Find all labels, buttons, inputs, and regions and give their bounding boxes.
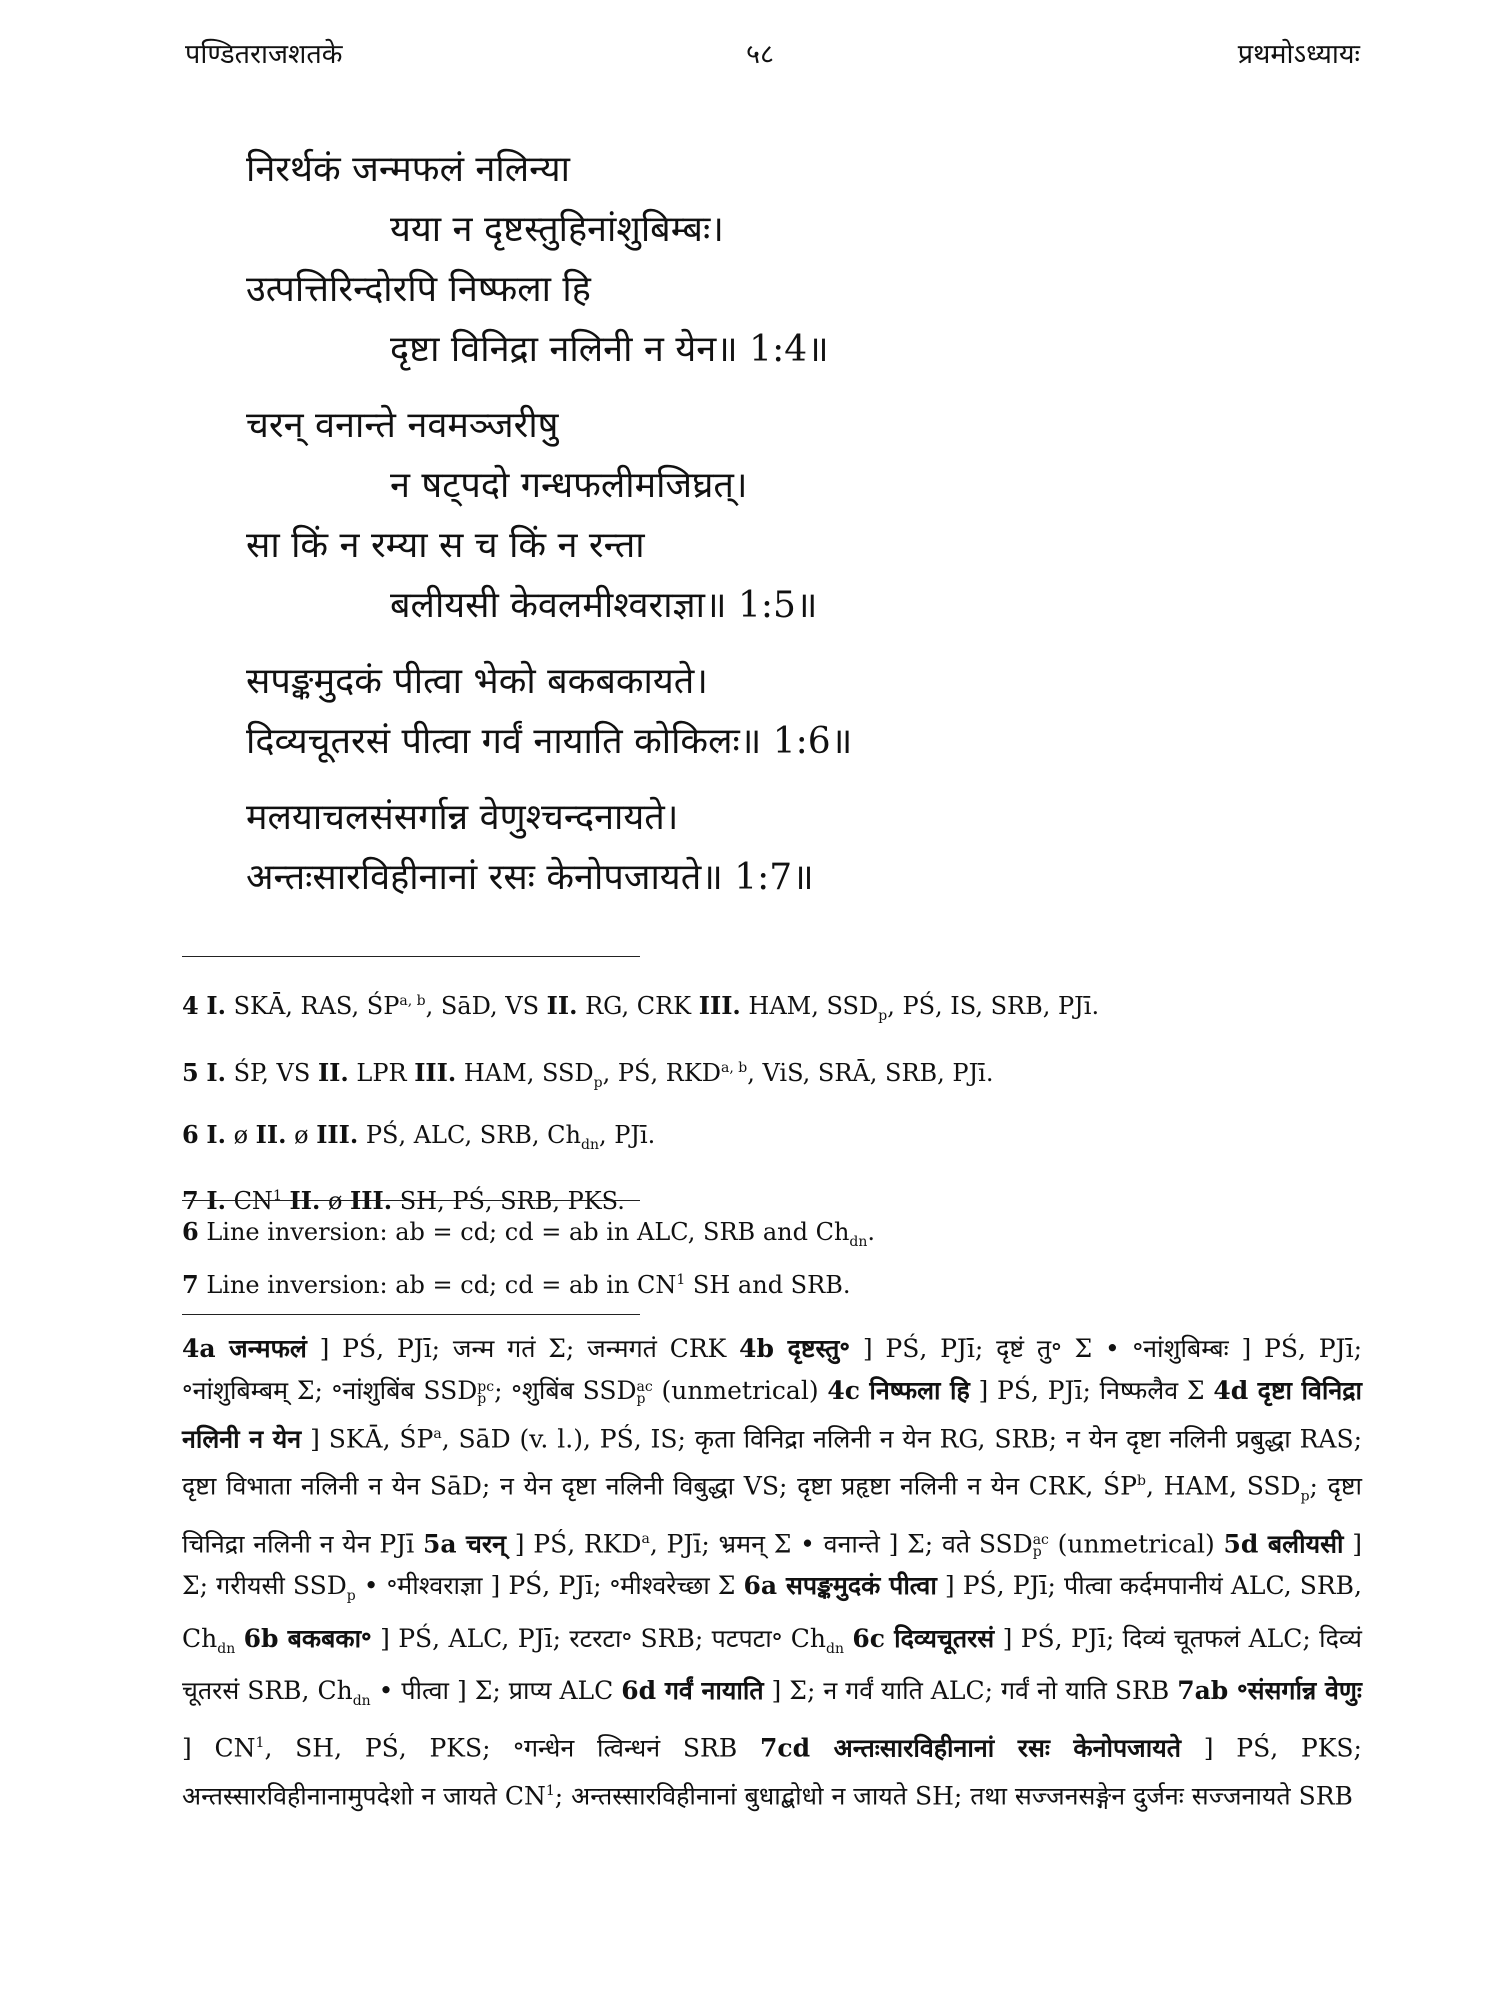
verse-number: 4 xyxy=(182,991,199,1020)
verse-stanza xyxy=(246,140,1296,380)
verse-text xyxy=(246,140,1296,924)
verse-number: 6 xyxy=(182,1119,199,1149)
lemma: 7cd अन्तःसारविहीनानां रसः केनोपजायते xyxy=(760,1733,1181,1763)
testimonia-line: 5 I. ŚP, VS II. LPR III. HAM, $SSD_p$, PŚ, RKD$^{a, b}$, ViS, SRĀ, SRB, PJī. xyxy=(182,1057,994,1091)
siglum-modifier xyxy=(477,1378,495,1407)
bold-marker: I. xyxy=(206,991,226,1020)
verse-stanza xyxy=(246,396,1296,636)
running-head-right: प्रथमोऽध्यायः xyxy=(1237,39,1360,70)
running-head-left: पण्डितराजशतके xyxy=(185,39,343,70)
superscript: ac xyxy=(636,1378,653,1395)
siglum-modifier xyxy=(636,1378,653,1407)
bold-marker: III. xyxy=(414,1057,457,1087)
verse-line: चरन् वनान्ते नवमञ्जरीषु xyxy=(246,405,559,446)
note-line: 6 Line inversion: ab = cd; cd = ab in ALC, SRB and $Ch_{dn}$. xyxy=(182,1217,876,1250)
subscript: dn xyxy=(849,1233,868,1250)
verse-line: निरर्थकं जन्मफलं नलिन्या xyxy=(246,149,570,190)
verse-line: न षट्पदो गन्धफलीमजिघ्रत्। xyxy=(390,465,748,506)
verse-number: 7 xyxy=(182,1269,199,1299)
bold-marker: II. xyxy=(317,1057,349,1087)
subscript: dn xyxy=(352,1693,371,1710)
verse-number: 6 xyxy=(182,1217,199,1246)
superscript: a, b xyxy=(399,993,426,1009)
subscript: p xyxy=(1300,1488,1310,1505)
lemma: 6d गर्वं नायाति xyxy=(621,1676,764,1706)
verse-line: यया न दृष्टस्तुहिनांशुबिम्बः। xyxy=(390,209,724,250)
lemma: 4c निष्फला हि xyxy=(827,1376,970,1406)
lemma: 4d दृष्टा विनिद्रा नलिनी न येन xyxy=(182,1376,1362,1453)
verse-line: सा किं न रम्या स च किं न रन्ता xyxy=(246,525,645,566)
notes-list xyxy=(182,1213,1332,1304)
testimonia-line: 4 I. SKĀ, RAS, ŚP$^{a, b}$, SāD, VS II. RG, CRK III. HAM, $SSD_p$, PŚ, IS, SRB, PJī. xyxy=(182,991,1100,1024)
verse-number: 5 xyxy=(182,1057,199,1087)
verse-line: दिव्यचूतरसं पीत्वा गर्वं नायाति कोकिलः॥ 1:6॥ xyxy=(246,721,853,762)
superscript: ac xyxy=(1032,1531,1049,1548)
verse-line: मलयाचलसंसर्गान्न वेणुश्चन्दनायते। xyxy=(246,797,679,838)
verse-stanza xyxy=(246,788,1296,908)
superscript: 1 xyxy=(272,1188,282,1205)
page-number: ५८ xyxy=(746,39,775,70)
lemma: 6b बकबका॰ xyxy=(243,1623,372,1653)
bold-marker: II. xyxy=(255,1119,287,1149)
subscript: p xyxy=(1032,1543,1042,1560)
lemma: 6a सपङ्कमुदकं पीत्वा xyxy=(743,1571,937,1601)
verse-line: सपङ्कमुदकं पीत्वा भेको बकबकायते। xyxy=(246,661,708,702)
testimonia-line: 7 I. $CN^1$ II. ø III. SH, PŚ, SRB, PKS. xyxy=(182,1186,625,1216)
subscript: dn xyxy=(580,1136,599,1153)
superscript: pc xyxy=(477,1378,495,1395)
superscript: 1 xyxy=(545,1782,555,1799)
subscript: p xyxy=(346,1588,356,1605)
verse-line: दृष्टा विनिद्रा नलिनी न येन॥ 1:4॥ xyxy=(390,329,829,370)
lemma: 4b दृष्टस्तु॰ xyxy=(739,1334,851,1363)
subscript: p xyxy=(636,1390,646,1407)
lemma: 4a जन्मफलं xyxy=(182,1334,307,1363)
lemma: 7ab ॰संसर्गान्न वेणुः xyxy=(1177,1676,1362,1706)
superscript: a xyxy=(641,1530,650,1547)
testimonia-list xyxy=(182,975,1332,1227)
siglum-modifier xyxy=(1032,1531,1049,1560)
verse-line: अन्तःसारविहीनानां रसः केनोपजायते॥ 1:7॥ xyxy=(246,857,814,898)
lemma: 5a चरन् xyxy=(422,1529,507,1559)
superscript: a, b xyxy=(721,1059,748,1076)
verse-stanza xyxy=(246,652,1296,772)
testimonia-line: 6 I. ø II. ø III. PŚ, ALC, SRB, $Ch_{dn}$, PJī. xyxy=(182,1119,656,1153)
bold-marker: II. xyxy=(289,1186,321,1216)
separator-rule xyxy=(182,956,640,957)
subscript: dn xyxy=(217,1640,236,1657)
bold-marker: I. xyxy=(206,1186,226,1216)
verse-line: उत्पत्तिरिन्दोरपि निष्फला हि xyxy=(246,269,591,310)
bold-marker: III. xyxy=(698,991,741,1020)
lemma: 5d बलीयसी xyxy=(1223,1529,1344,1559)
subscript: p xyxy=(878,1007,888,1024)
verse-line: बलीयसी केवलमीश्वराज्ञा॥ 1:5॥ xyxy=(390,585,818,626)
bold-marker: I. xyxy=(206,1057,226,1087)
bold-marker: I. xyxy=(206,1119,226,1149)
critical-apparatus: 4a जन्मफलं ] PŚ, PJī; जन्म गतं Σ; जन्मगतं CRK 4b दृष्टस्तु॰ ] PŚ, PJī; दृष्टं तु॰ Σ • ॰नांशुबिम्बः ] PŚ, PJī; ॰नांशुबिम्बम् Σ; ॰नांशुबिंब SSD pc p ; ॰शुबिंब SSD ac p (unmetrical) 4c निष्फला हि ] PŚ, PJī; निष्फलैव Σ 4d दृष्टा विनिद्रा नलिनी न येन ] SKĀ, $ŚP^a$, SāD (v. l.), PŚ, IS; कृता विनिद्रा नलिनी न येन RG, SRB; न येन दृष्टा नलिनी प्रबुद्धा RAS; दृष्टा विभाता नलिनी न येन SāD; न येन दृष्टा नलिनी विबुद्धा VS; दृष्टा प्रहृष्टा नलिनी न येन CRK, $ŚP^b$, HAM, $SSD_p$; दृष्टा चिनिद्रा नलिनी न येन PJī 5a चरन् ] PŚ, RKD$^a$, PJī; भ्रमन् Σ • वनान्ते ] Σ; वते SSD ac p (unmetrical) 5d बलीयसी ] Σ; गरीयसी $SSD_p$ • ॰मीश्वराज्ञा ] PŚ, PJī; ॰मीश्वरेच्छा Σ 6a सपङ्कमुदकं पीत्वा ] PŚ, PJī; पीत्वा कर्दमपानीयं ALC, SRB, $Ch_{dn}$ 6b बकबका॰ ] PŚ, ALC, PJī; रटरटा॰ SRB; पटपटा॰ $Ch_{dn}$ 6c दिव्यचूतरसं ] PŚ, PJī; दिव्यं चूतफलं ALC; दिव्यं चूतरसं SRB, $Ch_{dn}$ • पीत्वा ] Σ; प्राप्य ALC 6d गर्वं नायाति ] Σ; न गर्वं याति ALC; गर्वं नो याति SRB 7ab ॰संसर्गान्न वेणुः ] $CN^1$, SH, PŚ, PKS; ॰गन्धेन त्विन्धनं SRB 7cd अन्तःसारविहीनानां रसः केनोपजायते ] PŚ, PKS; अन्तस्सारविहीनानामुपदेशो न जायते $CN^1$; अन्तस्सारविहीनानां बुधाद्बोधो न जायते SH; तथा सज्जनसङ्गेन दुर्जनः सज्जनायते SRB xyxy=(182,1334,1362,1811)
bold-marker: II. xyxy=(546,991,578,1020)
subscript: p xyxy=(477,1390,487,1407)
bold-marker: III. xyxy=(316,1119,359,1149)
subscript: p xyxy=(593,1074,603,1091)
bold-marker: III. xyxy=(350,1186,393,1216)
lemma: 6c दिव्यचूतरसं xyxy=(852,1623,995,1653)
superscript: b xyxy=(1137,1473,1146,1490)
superscript: 1 xyxy=(676,1271,686,1288)
superscript: a xyxy=(433,1425,442,1442)
separator-rule xyxy=(182,1314,640,1315)
separator-rule xyxy=(182,1200,640,1201)
subscript: dn xyxy=(826,1640,844,1657)
note-line: 7 Line inversion: ab = cd; cd = ab in $CN^1$ SH and SRB. xyxy=(182,1269,851,1299)
verse-number: 7 xyxy=(182,1186,199,1216)
superscript: 1 xyxy=(255,1735,265,1752)
